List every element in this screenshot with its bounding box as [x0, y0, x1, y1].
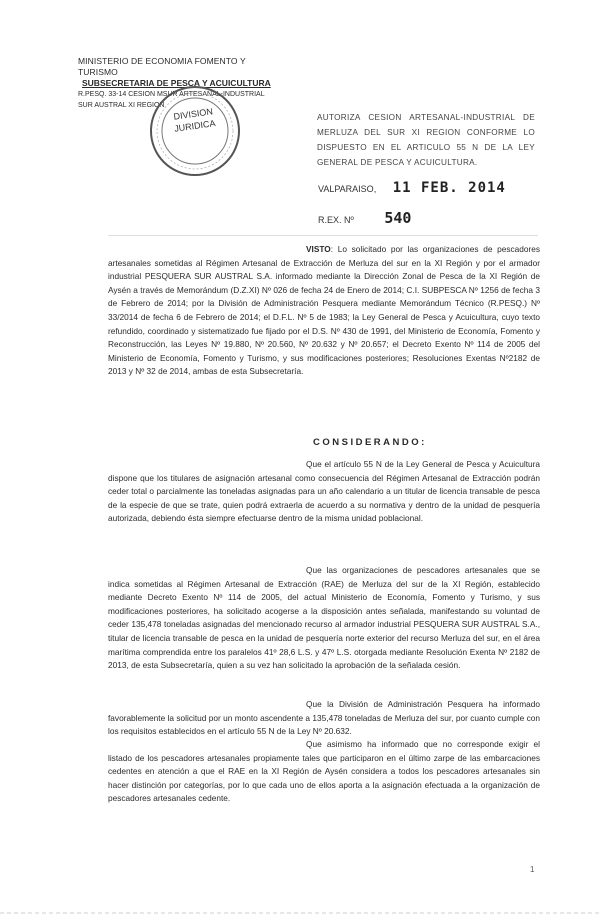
subsecretaria-name: SUBSECRETARIA DE PESCA Y ACUICULTURA	[82, 78, 271, 88]
stamp-line-2: JURIDICA	[173, 118, 217, 134]
stamp-line-1: DIVISION	[172, 106, 214, 122]
ministry-name: MINISTERIO DE ECONOMIA FOMENTO Y TURISMO	[78, 56, 246, 77]
page-number: 1	[530, 865, 535, 874]
resolution-number-line	[318, 209, 411, 227]
visto-paragraph	[108, 243, 540, 379]
visto-text: : Lo solicitado por las organizaciones de pescadores artesanales sometidas al Régimen Artesanal de Extracción de Merluza del sur en la XI Región y por el armador industrial PESQUERA SUR AUSTRAL S.A. informado mediante la Dirección Zonal de Pesca de la XI Región de Aysén a través de Memorándum (D.Z.XI) Nº 026 de fecha 24 de Enero de 2014; C.I. SUBPESCA Nº 1256 de fecha 3 de Febrero de 2014; por la División de Administración Pesquera mediante Memorándum Técnico (R.PESQ.) Nº 33/2014 de fecha 6 de Febrero de 2014; el D.F.L. Nº 5 de 1983; la Ley General de Pesca y Acuicultura, cuyo texto refundido, coordinado y sistematizado fue fijado por el D.S. Nº 430 de 1991, del Ministerio de Economía, Fomento y Reconstrucción, las Leyes Nº 19.880, Nº 20.560, Nº 20.632 y Nº 20.657; el Decreto Exento Nº 114 de 2005 del Ministerio de Economía, Fomento y Turismo, y sus modificaciones posteriores; Resoluciones Exentas Nº2182 de 2013 y Nº 32 de 2014, ambas de esta Subsecretaría.	[108, 244, 540, 377]
divider	[108, 235, 538, 236]
reference-line-2: SUR AUSTRAL XI REGION	[78, 102, 165, 109]
considerando-paragraph-4: Que asimismo ha informado que no corresponde exigir el listado de los pescadores artesanales propiamente tales que participaron en el último zarpe de las embarcaciones cedentes en atención a que el RAE en la XI Región de Aysén considera a todos los pescadores artesanales sin hacer distinción por categorías, por lo que cada uno de ellos aporta a la asignación efectuada a la organización de pescadores artesanales cedente.	[108, 739, 540, 804]
rex-number: 540	[384, 209, 412, 227]
resolution-title: AUTORIZA CESION ARTESANAL-INDUSTRIAL DE MERLUZA DEL SUR XI REGION CONFORME LO DISPUESTO EN EL ARTICULO 55 N DE LA LEY GENERAL DE PESCA Y ACUICULTURA.	[317, 113, 535, 167]
rex-label: R.EX. Nº	[318, 215, 354, 225]
reference-line: R.PESQ. 33-14 CESION MSUR ARTESANAL-INDUSTRIAL	[78, 91, 265, 98]
considerando-paragraph-3: Que la División de Administración Pesquera ha informado favorablemente la solicitud por un monto ascendente a 135,478 toneladas de Merluza del sur, por cuanto cumple con los requisitos establecidos en el artículo 55 N de la Ley Nº 20.632.	[108, 699, 540, 737]
date-value: 11 FEB. 2014	[392, 180, 506, 196]
footer-rule	[0, 908, 600, 918]
considerando-paragraph-2: Que las organizaciones de pescadores artesanales que se indica sometidas al Régimen Artesanal de Extracción (RAE) de Merluza del sur de la XI Región, establecido mediante Decreto Exento Nº 114 de 2005, del actual Ministerio de Economía, Fomento y Turismo, y sus modificaciones posteriores, ha solicitado acogerse a la disposición antes señalada, manifestando su voluntad de ceder 135,478 toneladas asignadas del mencionado recurso al armador industrial PESQUERA SUR AUSTRAL S.A., titular de licencia transable de pesca en la unidad de pesquería norte exterior del recurso Merluza del sur, en el área marítima comprendida entre los paralelos 41º 28,6 L.S. y 47º L.S. otorgada mediante Resolución Exenta Nº 2182 de 2013, de esta Subsecretaría, quien a su vez han solicitado la aprobación de la señalada cesión.	[108, 565, 540, 671]
considerando-paragraph-1: Que el artículo 55 N de la Ley General de Pesca y Acuicultura dispone que los titulares de asignación artesanal como consecuencia del Régimen Artesanal de Extracción podrán ceder total o parcialmente las toneladas asignadas para un año calendario a un titular de licencia transable de pesca de la especie de que se trate, quien podrá extraerla de acuerdo a su normativa y dentro de la unidad de pesquería autorizada, debiendo ésta siempre efectuarse dentro de la misma unidad poblacional.	[108, 459, 540, 524]
date-line	[318, 180, 506, 196]
considerando-heading: CONSIDERANDO:	[313, 437, 427, 448]
date-label: VALPARAISO,	[318, 184, 377, 194]
division-juridica-stamp	[150, 86, 240, 176]
visto-label: VISTO	[306, 244, 331, 254]
